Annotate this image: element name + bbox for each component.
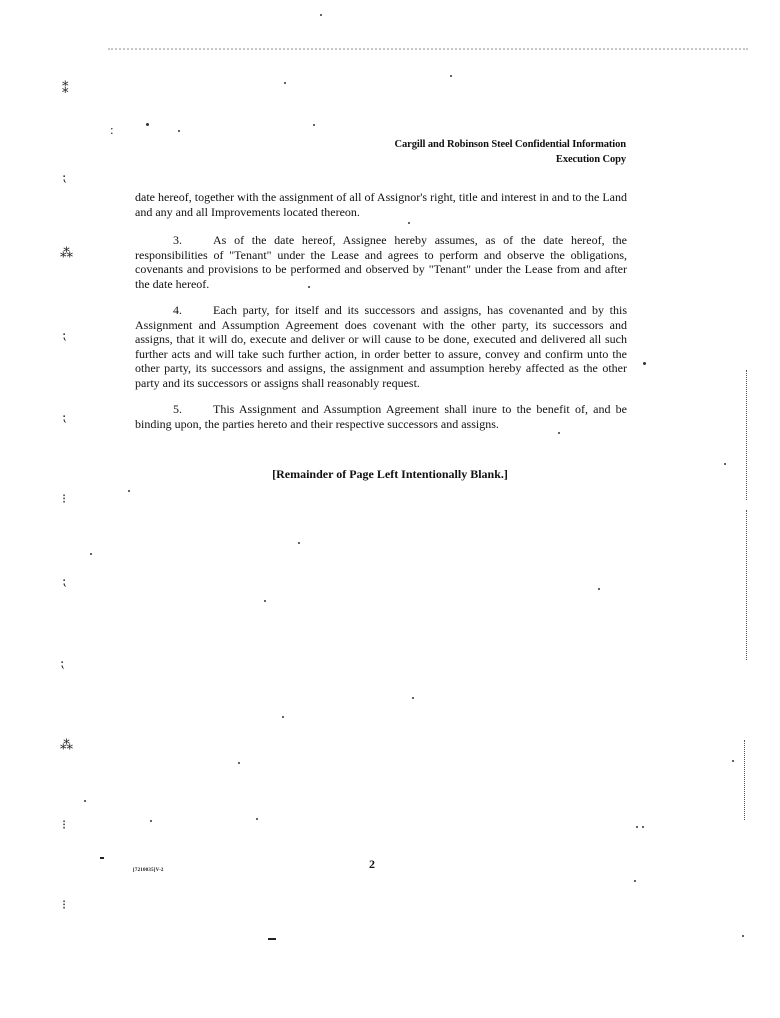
edge-artifact — [746, 510, 747, 660]
confidentiality-header — [395, 137, 626, 167]
binder-mark: ⁝ — [62, 491, 67, 506]
remainder-notice: [Remainder of Page Left Intentionally Blank.] — [272, 467, 508, 481]
document-code: [7210035]V-2 — [133, 868, 164, 873]
header-line-1: Cargill and Robinson Steel Confidential Information — [394, 139, 626, 150]
paragraph-number: 4. — [173, 303, 182, 317]
scan-speck — [178, 130, 180, 132]
scan-speck — [634, 880, 636, 882]
paragraph-text: Each party, for itself and its successors and assigns, has covenanted and by this Assignment and Assumption Agreement does covenant with the other party, its successors and assigns, that it will do, execute and deliver or will cause to be done, executed and delivered all such further acts and will take such further action, in order better to assure, convey and confirm unto the other party, its successors and assigns, the assignment and assumption hereby affected as the other party and its successors or assigns shall reasonably request. — [135, 303, 627, 390]
scan-dash — [268, 938, 276, 940]
scan-speck — [724, 463, 726, 465]
binder-mark: ⁏ — [62, 169, 67, 184]
binder-mark: ⁏ — [62, 409, 67, 424]
scan-speck — [264, 600, 266, 602]
scan-noise — [108, 48, 748, 62]
scan-speck — [298, 542, 300, 544]
scan-speck — [282, 716, 284, 718]
scan-speck — [150, 820, 152, 822]
binder-mark: ⁝ — [62, 897, 67, 912]
binder-mark: ⁏ — [62, 573, 67, 588]
scan-speck — [732, 760, 734, 762]
binder-mark: ⁂ — [60, 737, 73, 752]
header-line-2: Execution Copy — [555, 154, 626, 165]
binder-mark: ⁑ — [62, 81, 69, 96]
binder-mark: : — [110, 122, 114, 137]
scan-speck — [284, 82, 286, 84]
scan-speck — [308, 286, 310, 288]
scan-speck — [313, 124, 315, 126]
scan-speck — [643, 362, 646, 365]
scan-speck — [642, 826, 644, 828]
binder-mark: ⁏ — [62, 327, 67, 342]
binder-mark: ⁂ — [60, 245, 73, 260]
scan-speck — [238, 762, 240, 764]
scan-speck — [128, 490, 130, 492]
scan-speck — [146, 123, 149, 126]
scan-speck — [256, 818, 258, 820]
binder-mark: ⁝ — [62, 817, 67, 832]
scan-speck — [636, 826, 638, 828]
edge-artifact — [744, 740, 745, 820]
scan-speck — [450, 75, 452, 77]
scan-speck — [598, 588, 600, 590]
paragraph-4 — [135, 303, 627, 390]
scan-speck — [90, 553, 92, 555]
scan-speck — [412, 697, 414, 699]
paragraph-number: 5. — [173, 402, 182, 416]
lead-paragraph: date hereof, together with the assignment of all of Assignor's right, title and interest in and to the Land and any and all Improvements located thereon. — [135, 190, 627, 219]
scan-speck — [558, 432, 560, 434]
binder-mark: ⁏ — [60, 655, 65, 670]
scan-speck — [84, 800, 86, 802]
scan-speck — [742, 935, 744, 937]
paragraph-text: This Assignment and Assumption Agreement shall inure to the benefit of, and be binding upon, the parties hereto and their respective successors and assigns. — [135, 402, 627, 431]
paragraph-3 — [135, 233, 627, 291]
page-number: 2 — [369, 857, 375, 871]
paragraph-text: As of the date hereof, Assignee hereby assumes, as of the date hereof, the responsibilities of "Tenant" under the Lease and agrees to perform and observe the obligations, covenants and provisions to be performed and observed by "Tenant" under the Lease from and after the date hereof. — [135, 233, 627, 291]
paragraph-5 — [135, 402, 627, 431]
paragraph-number: 3. — [173, 233, 182, 247]
document-body — [135, 190, 627, 443]
scan-dash — [100, 857, 104, 859]
edge-artifact — [746, 370, 747, 500]
scan-speck — [320, 14, 322, 16]
scan-speck — [408, 222, 410, 224]
